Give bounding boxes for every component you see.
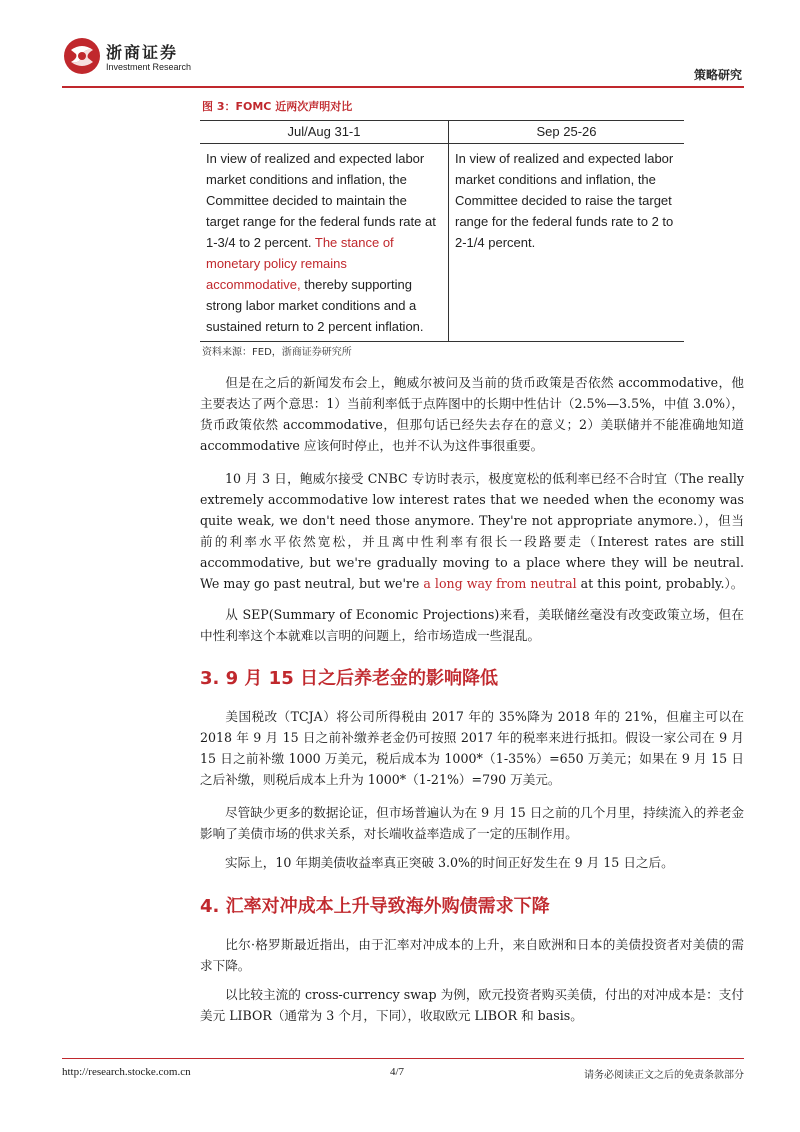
paragraph: 美国税改（TCJA）将公司所得税由 2017 年的 35%降为 2018 年的 21%，但雇主可以在 2018 年 9 月 15 日之前补缴养老金仍可按照 2017 年的税率来进行抵扣。假设一家公司在 9 月 15 日之前补缴 1000 万美元，税后成本为 1000*（1-35%）=650 万美元；如果在 9 月 15 日之后补缴，则税后成本上升为 1000*（1-21%）=790 万美元。 — [200, 709, 744, 787]
statement-text: In view of realized and expected labor market conditions and inflation, the Committee decided to maintain the target range for the federal funds rate at 1-3/4 to 2 percent. — [206, 151, 436, 250]
table-header-jul-aug: Jul/Aug 31-1 — [200, 121, 449, 144]
footer-divider — [62, 1058, 744, 1059]
highlighted-statement: The stance of monetary policy remains accommodative, — [206, 235, 394, 292]
highlighted-quote: a long way from neutral — [423, 576, 577, 591]
logo-icon — [62, 36, 102, 76]
figure-caption: 图 3：FOMC 近两次声明对比 — [202, 100, 353, 113]
header-divider — [62, 86, 744, 88]
statement-text-cont: thereby supporting strong labor market conditions and a sustained return to 2 percent inflation. — [206, 277, 424, 334]
table-header-sep: Sep 25-26 — [449, 121, 685, 144]
figure-source: 资料来源：FED，浙商证券研究所 — [202, 347, 352, 358]
table-cell-jul-aug — [200, 144, 449, 342]
section-heading: 3. 9 月 15 日之后养老金的影响降低 — [200, 668, 499, 689]
page-number: 4/7 — [390, 1066, 405, 1078]
paragraph: 10 月 3 日，鲍威尔接受 CNBC 专访时表示，极度宽松的低利率已经不合时宜（The really extremely accommodative low interest rates that we needed when the economy was quite weak, we don't need those anymore. They're not appropriate anymore.），但当前的利率水平依然宽松，并且离中性利率有很长一段路要走（Interest rates are still accommodative, but we're gradually moving to a place where they will be neutral. We may go past neutral, but we're a long way from neutral at this point, probably.）。 — [200, 471, 744, 591]
section-heading: 4. 汇率对冲成本上升导致海外购债需求下降 — [200, 896, 550, 917]
paragraph: 实际上，10 年期美债收益率真正突破 3.0%的时间正好发生在 9 月 15 日之后。 — [225, 855, 674, 870]
paragraph: 尽管缺少更多的数据论证，但市场普遍认为在 9 月 15 日之前的几个月里，持续流入的养老金影响了美债市场的供求关系，对长端收益率造成了一定的压制作用。 — [200, 805, 744, 841]
paragraph: 从 SEP(Summary of Economic Projections)来看，美联储丝毫没有改变政策立场，但在中性利率这个本就难以言明的问题上，给市场造成一些混乱。 — [200, 607, 744, 643]
table-cell-sep: In view of realized and expected labor market conditions and inflation, the Committee decided to raise the target range for the federal funds rate to 2 to 2-1/4 percent. — [449, 144, 685, 342]
paragraph: 以比较主流的 cross-currency swap 为例，欧元投资者购买美债，付出的对冲成本是：支付美元 LIBOR（通常为 3 个月，下同），收取欧元 LIBOR 和 basis。 — [200, 987, 744, 1023]
logo-name-en: Investment Research — [106, 62, 192, 72]
footer-link[interactable]: http://research.stocke.com.cn — [62, 1066, 191, 1078]
logo-name-cn: 浙商证券 — [106, 43, 179, 62]
section-label: 策略研究 — [693, 68, 742, 82]
paragraph: 比尔·格罗斯最近指出，由于汇率对冲成本的上升，来自欧洲和日本的美债投资者对美债的需求下降。 — [200, 937, 744, 973]
paragraph: 但是在之后的新闻发布会上，鲍威尔被问及当前的货币政策是否依然 accommodative，他主要表达了两个意思：1）当前利率低于点阵图中的长期中性估计（2.5%—3.5%，中值 3.0%），货币政策依然 accommodative，但那句话已经失去存在的意义；2）美联储并不能准确地知道 accommodative 应该何时停止，也并不认为这件事很重要。 — [200, 375, 744, 453]
footer-url[interactable] — [62, 1066, 191, 1078]
fomc-comparison-table — [200, 120, 684, 342]
footer-disclaimer: 请务必阅读正文之后的免责条款部分 — [584, 1070, 744, 1081]
